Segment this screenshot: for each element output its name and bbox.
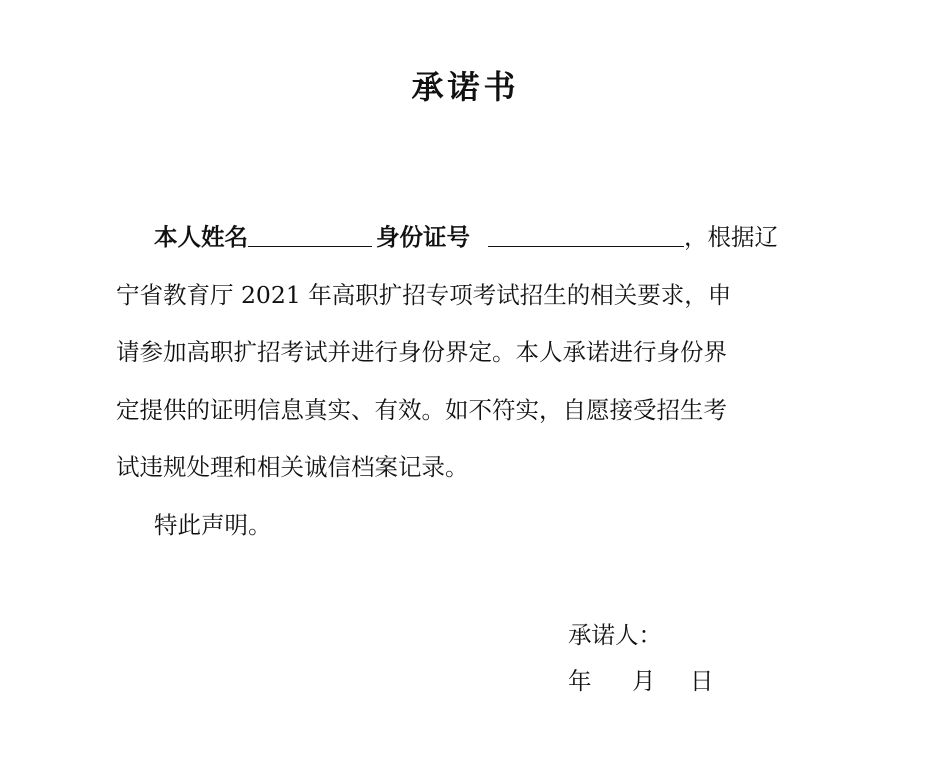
month-label: 月 — [632, 667, 656, 695]
closing-declaration: 特此声明。 — [154, 510, 272, 539]
statement-body — [116, 218, 816, 563]
statement-line-2: 宁省教育厅 2021 年高职扩招专项考试招生的相关要求，申 — [116, 280, 732, 309]
statement-line-4: 定提供的证明信息真实、有效。如不符实，自愿接受招生考 — [116, 395, 727, 424]
statement-line-5: 试违规处理和相关诚信档案记录。 — [116, 453, 469, 481]
id-number-blank-field[interactable] — [488, 218, 684, 247]
date-line — [568, 662, 714, 708]
day-label: 日 — [690, 667, 714, 695]
statement-line-1-tail: ，根据辽 — [684, 223, 778, 251]
year-label: 年 — [568, 667, 592, 695]
statement-line-3: 请参加高职扩招考试并进行身份界定。本人承诺进行身份界 — [116, 338, 727, 366]
name-label: 本人姓名 — [154, 223, 248, 251]
signature-block — [568, 616, 714, 708]
document-title: 承诺书 — [411, 68, 520, 106]
statement-line-1 — [116, 218, 816, 276]
signer-label: 承诺人： — [568, 621, 662, 649]
name-blank-field[interactable] — [248, 218, 372, 247]
id-number-label: 身份证号 — [376, 223, 470, 251]
